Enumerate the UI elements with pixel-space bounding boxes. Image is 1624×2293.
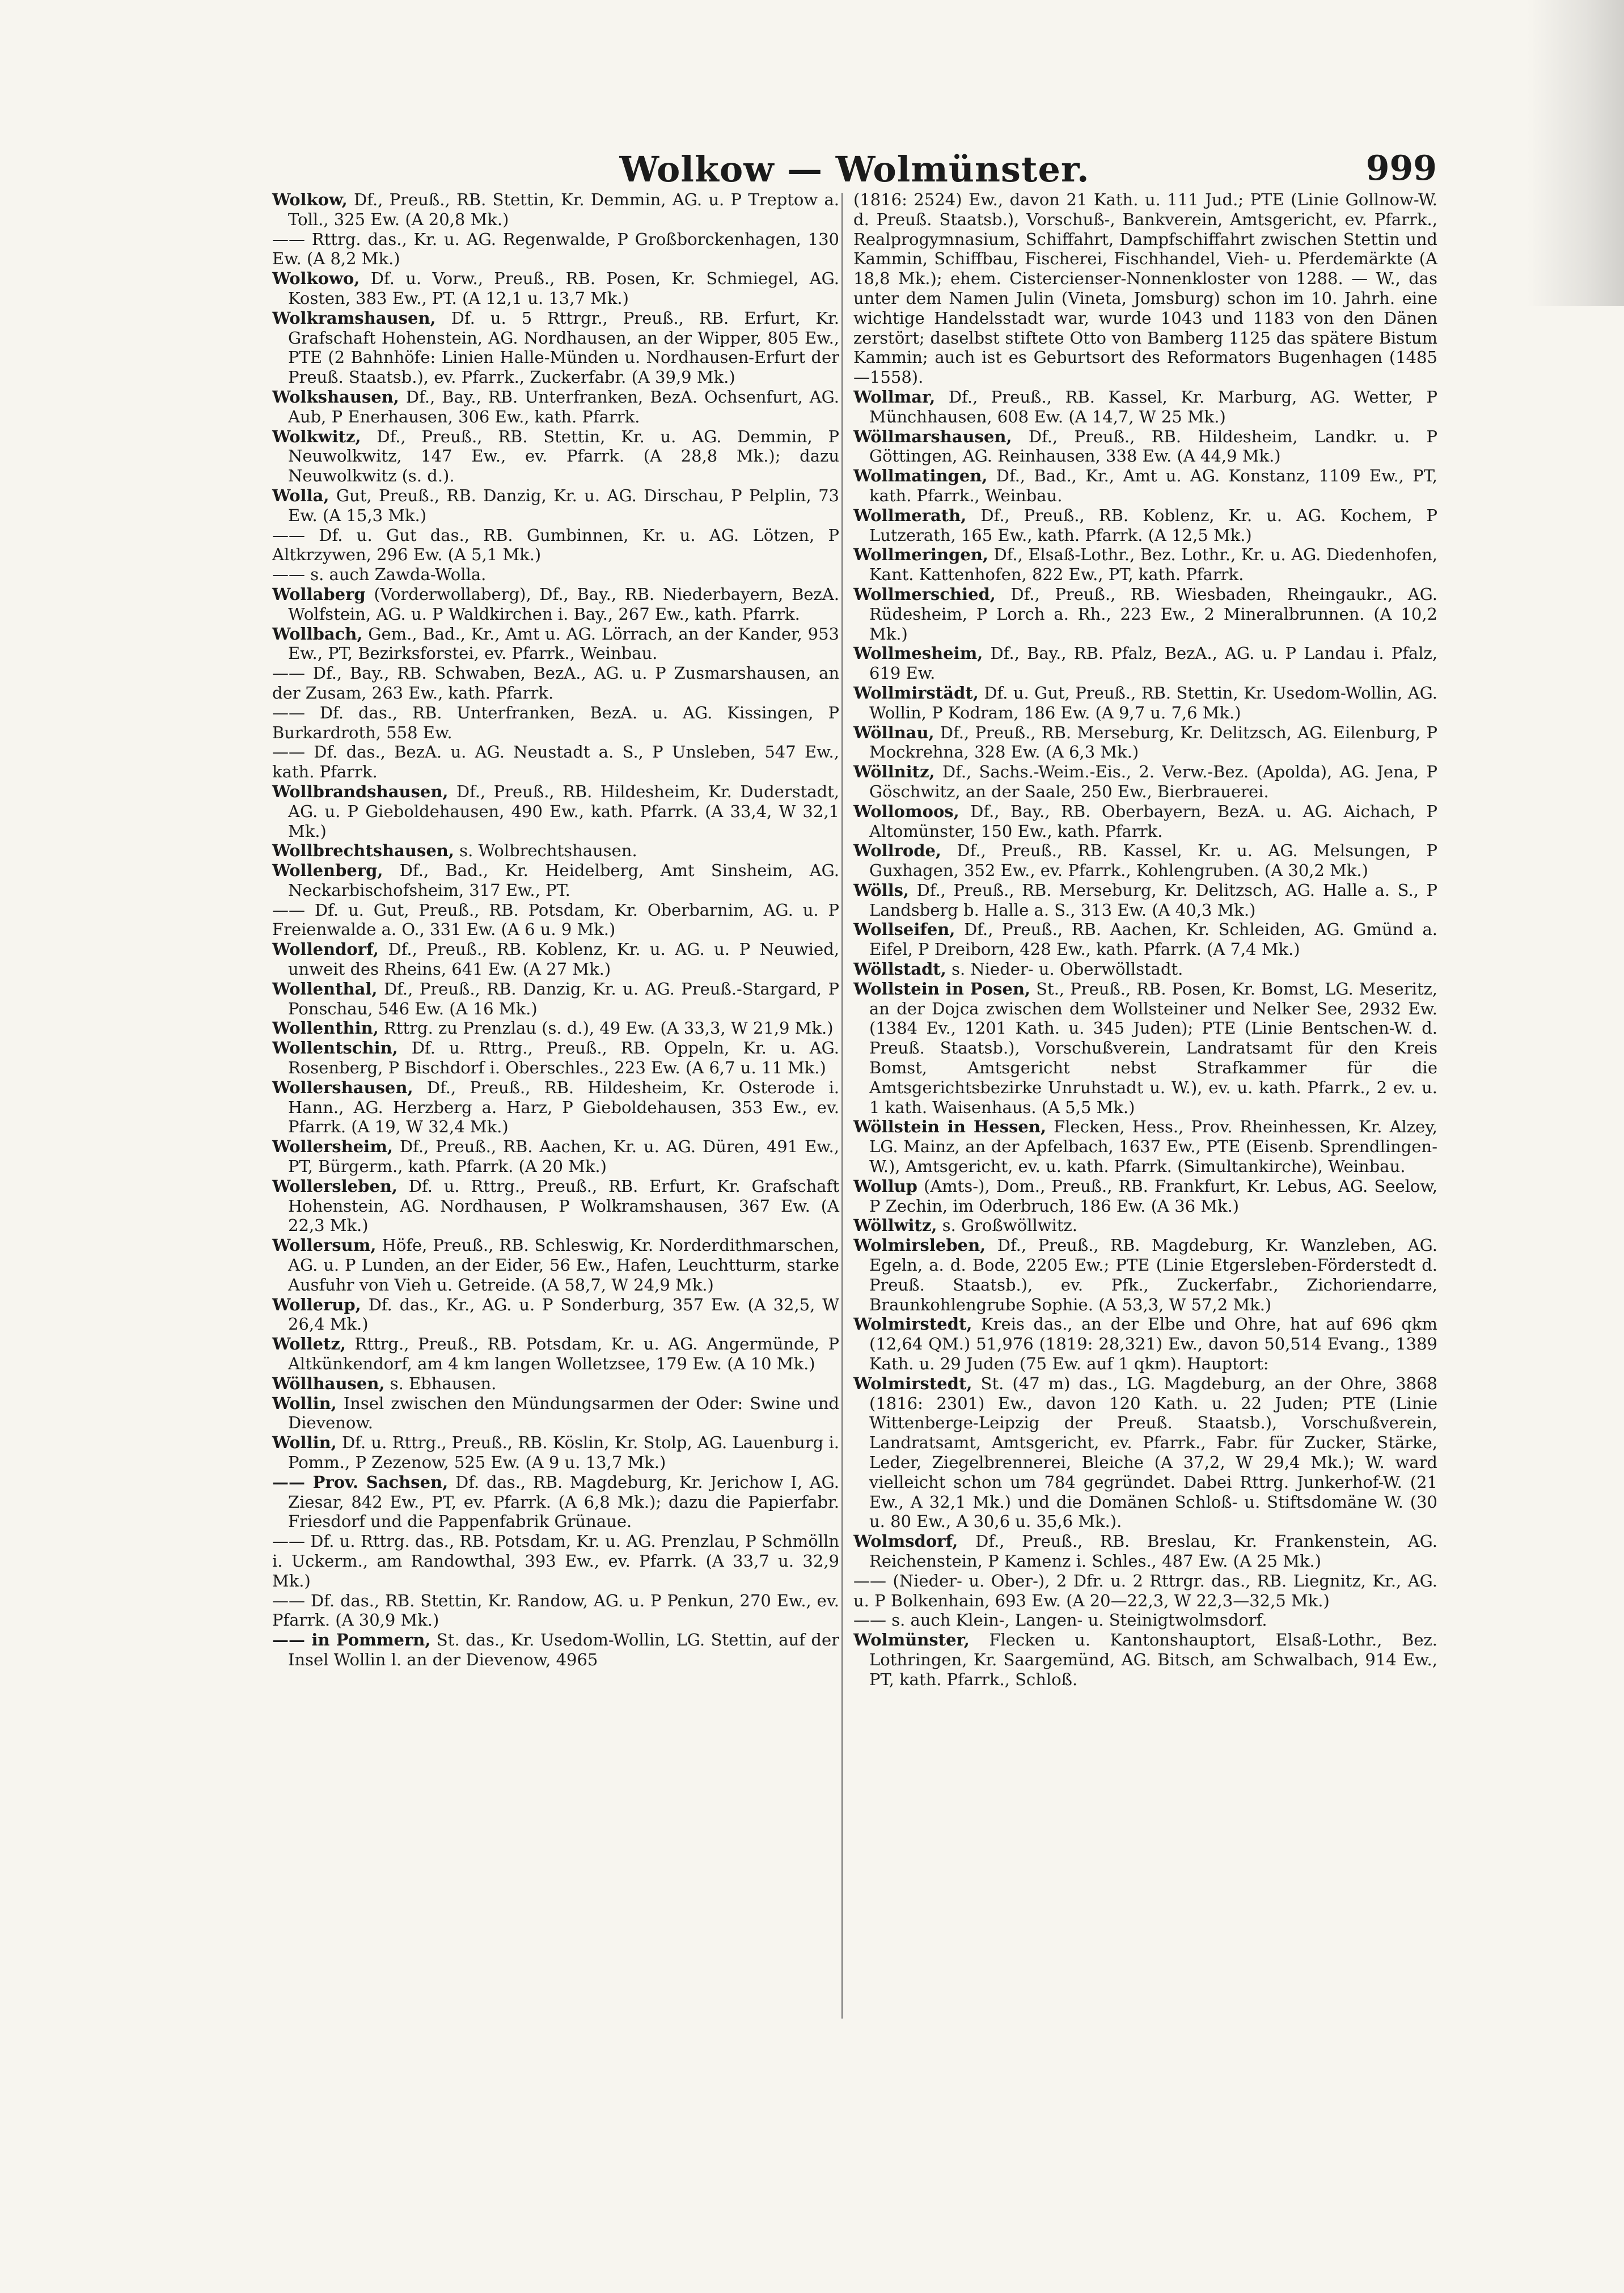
entry-text: —— Df. u. Gut, Preuß., RB. Potsdam, Kr. Oberbarnim, AG. u. P Freienwalde a. O., 331 Ew. (A 6 u. 9 Mk.) <box>272 900 839 940</box>
gazetteer-entry <box>272 1433 839 1473</box>
entry-text: Df., Preuß., RB. Aachen, Kr. Schleiden, AG. Gmünd a. Eifel, P Dreiborn, 428 Ew., kath. Pfarrk. (A 7,4 Mk.) <box>869 920 1437 959</box>
entry-text: (Vorderwollaberg), Df., Bay., RB. Niederbayern, BezA. Wolfstein, AG. u. P Waldkirchen i. Bay., 267 Ew., kath. Pfarrk. <box>288 584 839 624</box>
running-head: Wolkow — Wolmünster. <box>619 149 1090 190</box>
entry-headword: Wollmar, <box>853 387 936 407</box>
gazetteer-entry <box>853 841 1437 881</box>
gazetteer-entry <box>853 1177 1437 1216</box>
gazetteer-entry <box>272 1374 839 1394</box>
entry-text: —— Df. das., RB. Unterfranken, BezA. u. AG. Kissingen, P Burkardroth, 558 Ew. <box>272 703 839 742</box>
entry-text: (Amts-), Dom., Preuß., RB. Frankfurt, Kr. Lebus, AG. Seelow, P Zechin, im Oderbruch, 186 Ew. (A 36 Mk.) <box>869 1176 1437 1216</box>
gazetteer-entry <box>272 230 839 269</box>
column-divider <box>841 193 843 2019</box>
entry-text: Df., Bad., Kr. Heidelberg, Amt Sinsheim, AG. Neckarbischofsheim, 317 Ew., PT. <box>288 861 839 900</box>
entry-text: Gut, Preuß., RB. Danzig, Kr. u. AG. Dirschau, P Pelplin, 73 Ew. (A 15,3 Mk.) <box>288 485 839 525</box>
gazetteer-entry <box>272 742 839 782</box>
gazetteer-entry <box>272 663 839 703</box>
left-column <box>272 190 839 1670</box>
entry-text: Insel zwischen den Mündungsarmen der Oder: Swine und Dievenow. <box>288 1393 839 1433</box>
entry-headword: Wollaberg <box>272 584 366 604</box>
entry-headword: Wollin, <box>272 1433 337 1453</box>
entry-headword: Wollup <box>853 1176 917 1196</box>
entry-text: Df., Bad., Kr., Amt u. AG. Konstanz, 1109 Ew., PT, kath. Pfarrk., Weinbau. <box>869 466 1437 505</box>
entry-headword: Wollenberg, <box>272 861 383 881</box>
entry-headword: Wollenthin, <box>272 1018 379 1038</box>
gazetteer-entry <box>272 1236 839 1294</box>
gazetteer-entry <box>272 1591 839 1631</box>
entry-text: Df. u. Rttrg., Preuß., RB. Erfurt, Kr. Grafschaft Hohenstein, AG. Nordhausen, P Wolkramshausen, 367 Ew. (A 22,3 Mk.) <box>288 1176 839 1236</box>
entry-headword: Wöllstadt, <box>853 959 946 979</box>
gazetteer-entry <box>272 308 839 387</box>
gazetteer-entry <box>272 1295 839 1335</box>
page-number: 999 <box>1365 149 1437 188</box>
entry-text: —— Rttrg. das., Kr. u. AG. Regenwalde, P Großborckenhagen, 130 Ew. (A 8,2 Mk.) <box>272 229 839 269</box>
gazetteer-entry <box>272 1038 839 1078</box>
entry-headword: Wollomoos, <box>853 801 959 821</box>
entry-text: Df. das., Kr., AG. u. P Sonderburg, 357 Ew. (A 32,5, W 26,4 Mk.) <box>288 1294 839 1334</box>
entry-text: Rttrg. zu Prenzlau (s. d.), 49 Ew. (A 33,3, W 21,9 Mk.) <box>378 1018 834 1038</box>
gazetteer-entry <box>272 940 839 979</box>
gazetteer-entry <box>272 427 839 486</box>
gazetteer-entry <box>272 486 839 526</box>
entry-text: Flecken u. Kantonshauptort, Elsaß-Lothr., Bez. Lothringen, Kr. Saargemünd, AG. Bitsch, am Schwalbach, 914 Ew., PT, kath. Pfarrk., Schloß. <box>869 1630 1437 1689</box>
entry-text: Df. das., RB. Magdeburg, Kr. Jerichow I, AG. Ziesar, 842 Ew., PT, ev. Pfarrk. (A 6,8 Mk.); dazu die Papierfabr. Friesdorf und die Pappenfabrik Grünaue. <box>288 1472 839 1532</box>
entry-text: Df., Preuß., RB. Koblenz, Kr. u. AG. u. P Neuwied, unweit des Rheins, 641 Ew. (A 27 Mk.) <box>288 940 839 979</box>
entry-text: Df., Preuß., RB. Danzig, Kr. u. AG. Preuß.-Stargard, P Ponschau, 546 Ew. (A 16 Mk.) <box>288 979 839 1018</box>
gazetteer-entry <box>853 1236 1437 1314</box>
gazetteer-entry <box>853 802 1437 841</box>
entry-headword: Wöllnau, <box>853 722 934 742</box>
gazetteer-entry <box>272 841 839 861</box>
gazetteer-entry <box>853 959 1437 979</box>
gazetteer-entry <box>853 1314 1437 1373</box>
gazetteer-entry <box>272 269 839 308</box>
entry-headword: Wollersheim, <box>272 1137 393 1157</box>
entry-text: St. (47 m) das., LG. Magdeburg, an der Ohre, 3868 (1816: 2301) Ew., davon 120 Kath. u. 22 Juden; PTE (Linie Wittenberge-Leipzig der Preuß. Staatsb.), Vorschußverein, Landratsamt, Amtsgericht, ev. Pfarrk., Fabr. für Zucker, Stärke, Leder, Ziegelbrennerei, Bleiche (A 37,2, W 29,4 Mk.); W. ward vielleicht schon um 784 gegründet. Dabei Rttrg. Junkerhof-W. (21 Ew., A 32,1 Mk.) und die Domänen Schloß- u. Stiftsdomäne W. (30 u. 80 Ew., A 30,6 u. 35,6 Mk.). <box>869 1373 1437 1532</box>
entry-headword: Wolkow, <box>272 190 348 209</box>
gazetteer-entry <box>853 1117 1437 1176</box>
entry-text: s. Nieder- u. Oberwöllstadt. <box>946 959 1183 979</box>
entry-text: Df., Preuß., RB. Wiesbaden, Rheingaukr., AG. Rüdesheim, P Lorch a. Rh., 223 Ew., 2 Mineralbrunnen. (A 10,2 Mk.) <box>869 584 1437 644</box>
entry-headword: Wollersum, <box>272 1236 377 1255</box>
gazetteer-entry <box>853 1216 1437 1236</box>
gazetteer-entry <box>853 585 1437 644</box>
gazetteer-entry <box>272 861 839 900</box>
gazetteer-entry <box>272 900 839 940</box>
entry-text: —— s. auch Klein-, Langen- u. Steinigtwolmsdorf. <box>853 1610 1267 1630</box>
gazetteer-entry <box>853 387 1437 427</box>
entry-headword: Wollbrandshausen, <box>272 781 449 801</box>
entry-headword: Wollersleben, <box>272 1176 398 1196</box>
entry-text: —— s. auch Zawda-Wolla. <box>272 565 487 585</box>
entry-headword: Wollmerschied, <box>853 584 996 604</box>
entry-headword: Wollmerath, <box>853 505 967 525</box>
gazetteer-entry <box>853 644 1437 683</box>
entry-headword: Wollmatingen, <box>853 466 988 486</box>
entry-text: s. Wolbrechtshausen. <box>454 841 637 861</box>
entry-headword: Wolkshausen, <box>272 387 399 407</box>
entry-headword: Wollershausen, <box>272 1077 413 1097</box>
entry-text: —— (Nieder- u. Ober-), 2 Dfr. u. 2 Rttrgr. das., RB. Liegnitz, Kr., AG. u. P Bolkenhain, 693 Ew. (A 20—22,3, W 22,3—32,5 Mk.) <box>853 1571 1437 1610</box>
entry-headword: Wolkwitz, <box>272 426 361 446</box>
entry-headword: Wöllnitz, <box>853 762 935 782</box>
entry-headword: Wolmirstedt, <box>853 1373 972 1393</box>
entry-text: Df., Preuß., RB. Stettin, Kr. Demmin, AG. u. P Treptow a. Toll., 325 Ew. (A 20,8 Mk.) <box>288 190 839 229</box>
gazetteer-entry <box>272 1630 839 1670</box>
gazetteer-entry <box>853 1374 1437 1532</box>
entry-text: Df., Preuß., RB. Breslau, Kr. Frankenstein, AG. Reichenstein, P Kamenz i. Schles., 487 Ew. (A 25 Mk.) <box>869 1532 1437 1571</box>
entry-text: Flecken, Hess., Prov. Rheinhessen, Kr. Alzey, LG. Mainz, an der Apfelbach, 1637 Ew., PTE (Eisenb. Sprendlingen-W.), Amtsgericht, ev. u. kath. Pfarrk. (Simultankirche), Weinbau. <box>869 1117 1437 1177</box>
entry-text: Df., Preuß., RB. Merseburg, Kr. Delitzsch, AG. Halle a. S., P Landsberg b. Halle a. S., 313 Ew. (A 40,3 Mk.) <box>869 880 1437 920</box>
entry-headword: —— in Pommern, <box>272 1630 431 1650</box>
entry-text: St. das., Kr. Usedom-Wollin, LG. Stettin, auf der Insel Wollin l. an der Dievenow, 4965 <box>288 1630 839 1669</box>
entry-text: Df., Preuß., RB. Kassel, Kr. u. AG. Melsungen, P Guxhagen, 352 Ew., ev. Pfarrk., Kohlengruben. (A 30,2 Mk.) <box>869 841 1437 881</box>
entry-headword: Wolmünster, <box>853 1630 970 1650</box>
entry-text: Df., Sachs.-Weim.-Eis., 2. Verw.-Bez. (Apolda), AG. Jena, P Göschwitz, an der Saale, 250 Ew., Bierbrauerei. <box>869 762 1437 801</box>
gazetteer-entry <box>853 190 1437 387</box>
gazetteer-entry <box>272 703 839 743</box>
entry-headword: Wolla, <box>272 485 329 505</box>
gazetteer-entry <box>853 1610 1437 1630</box>
entry-headword: Wolmirsleben, <box>853 1236 986 1255</box>
entry-text: Höfe, Preuß., RB. Schleswig, Kr. Norderdithmarschen, AG. u. P Lunden, an der Eider, 56 Ew., Hafen, Leuchtturm, starke Ausfuhr von Vieh u. Getreide. (A 58,7, W 24,9 Mk.) <box>288 1236 839 1294</box>
entry-headword: Wolkramshausen, <box>272 308 436 328</box>
entry-headword: Wöllstein in Hessen, <box>853 1117 1047 1137</box>
gazetteer-entry <box>272 1137 839 1177</box>
entry-headword: Wollerup, <box>272 1294 361 1314</box>
entry-text: Df., Preuß., RB. Hildesheim, Kr. Osterode i. Hann., AG. Herzberg a. Harz, P Gieboldehausen, 353 Ew., ev. Pfarrk. (A 19, W 32,4 Mk.) <box>288 1077 839 1137</box>
gazetteer-entry <box>853 881 1437 920</box>
entry-text: (1816: 2524) Ew., davon 21 Kath. u. 111 Jud.; PTE (Linie Gollnow-W. d. Preuß. Staatsb.), Vorschuß-, Bankverein, Amtsgericht, ev. Pfarrk., Realprogymnasium, Schiffahrt, Dampfschiffahrt zwischen Stettin und Kammin, Schiffbau, Fischerei, Fischhandel, Vieh- u. Pferdemärkte (A 18,8 Mk.); ehem. Cistercienser-Nonnenkloster von 1288. — W., das unter dem Namen Julin (Vineta, Jomsburg) schon im 10. Jahrh. eine wichtige Handelsstadt war, wurde 1043 und 1183 von den Dänen zerstört; daselbst stiftete Otto von Bamberg 1125 das spätere Bistum Kammin; auch ist es Geburtsort des Reformators Bugenhagen (1485—1558). <box>853 190 1437 387</box>
gazetteer-entry <box>853 979 1437 1118</box>
right-column <box>853 190 1437 1690</box>
entry-text: Df., Preuß., RB. Stettin, Kr. u. AG. Demmin, P Neuwolkwitz, 147 Ew., ev. Pfarrk. (A 28,8 Mk.); dazu Neuwolkwitz (s. d.). <box>288 426 839 486</box>
entry-text: s. Ebhausen. <box>384 1373 497 1393</box>
entry-headword: Wollmeringen, <box>853 545 989 565</box>
gazetteer-entry <box>272 1394 839 1433</box>
entry-text: —— Df. u. Gut das., RB. Gumbinnen, Kr. u. AG. Lötzen, P Altkrzywen, 296 Ew. (A 5,1 Mk.) <box>272 525 839 565</box>
entry-text: s. Großwöllwitz. <box>937 1216 1078 1236</box>
entry-text: Df., Preuß., RB. Koblenz, Kr. u. AG. Kochem, P Lutzerath, 165 Ew., kath. Pfarrk. (A 12,5 Mk.) <box>869 505 1437 545</box>
entry-headword: Wöllwitz, <box>853 1216 937 1236</box>
entry-text: Rttrg., Preuß., RB. Potsdam, Kr. u. AG. Angermünde, P Altkünkendorf, am 4 km langen Wolletzsee, 179 Ew. (A 10 Mk.) <box>288 1334 839 1374</box>
gazetteer-entry <box>272 585 839 624</box>
entry-headword: Wollenthal, <box>272 979 378 999</box>
gazetteer-entry <box>272 1334 839 1374</box>
gazetteer-entry <box>853 427 1437 467</box>
gazetteer-entry <box>272 782 839 841</box>
entry-headword: Wollrode, <box>853 841 942 861</box>
gazetteer-entry <box>853 1571 1437 1611</box>
entry-headword: Wollendorf, <box>272 940 379 959</box>
entry-text: Kreis das., an der Elbe und Ohre, hat auf 696 qkm (12,64 QM.) 51,976 (1819: 28,321) Ew., davon 50,514 Evang., 1389 Kath. u. 29 Juden (75 Ew. auf 1 qkm). Hauptort: <box>869 1314 1437 1374</box>
entry-text: Df., Preuß., RB. Hildesheim, Landkr. u. P Göttingen, AG. Reinhausen, 338 Ew. (A 44,9 Mk.) <box>869 426 1437 466</box>
gazetteer-entry <box>853 1630 1437 1689</box>
entry-text: Gem., Bad., Kr., Amt u. AG. Lörrach, an der Kander, 953 Ew., PT, Bezirksforstei, ev. Pfarrk., Weinbau. <box>288 624 839 663</box>
entry-text: Df., Preuß., RB. Aachen, Kr. u. AG. Düren, 491 Ew., PT, Bürgerm., kath. Pfarrk. (A 20 Mk.) <box>288 1137 839 1177</box>
gazetteer-entry <box>853 1532 1437 1571</box>
entry-headword: Wolletz, <box>272 1334 346 1354</box>
gazetteer-entry <box>272 1532 839 1590</box>
gazetteer-entry <box>853 506 1437 545</box>
gazetteer-entry <box>272 979 839 1019</box>
entry-headword: Wollentschin, <box>272 1038 398 1058</box>
entry-headword: Wöllmarshausen, <box>853 426 1012 446</box>
gazetteer-entry <box>272 190 839 230</box>
entry-text: St., Preuß., RB. Posen, Kr. Bomst, LG. Meseritz, an der Dojca zwischen dem Wollsteiner und Nelker See, 2932 Ew. (1384 Ev., 1201 Kath. u. 345 Juden); PTE (Linie Bentschen-W. d. Preuß. Staatsb.), Vorschußverein, Landratsamt für den Kreis Bomst, Amtsgericht nebst Strafkammer für die Amtsgerichtsbezirke Unruhstadt u. W.), ev. u. kath. Pfarrk., 2 ev. u. 1 kath. Waisenhaus. (A 5,5 Mk.) <box>869 979 1437 1117</box>
entry-headword: Wollbrechtshausen, <box>272 841 454 861</box>
entry-headword: Wolkowo, <box>272 269 360 289</box>
gazetteer-entry <box>853 762 1437 802</box>
gazetteer-entry <box>272 1018 839 1038</box>
entry-text: Df., Preuß., RB. Kassel, Kr. Marburg, AG. Wetter, P Münchhausen, 608 Ew. (A 14,7, W 25 Mk.) <box>869 387 1437 426</box>
entry-text: Df. u. Rttrg., Preuß., RB. Köslin, Kr. Stolp, AG. Lauenburg i. Pomm., P Zezenow, 525 Ew. (A 9 u. 13,7 Mk.) <box>288 1433 839 1472</box>
gazetteer-entry <box>272 387 839 427</box>
gazetteer-entry <box>853 545 1437 585</box>
gazetteer-entry <box>272 1473 839 1532</box>
entry-headword: Wollstein in Posen, <box>853 979 1031 999</box>
gazetteer-entry <box>272 526 839 565</box>
entry-text: Df., Elsaß-Lothr., Bez. Lothr., Kr. u. AG. Diedenhofen, Kant. Kattenhofen, 822 Ew., PT, kath. Pfarrk. <box>869 545 1437 585</box>
entry-headword: Wolmirstedt, <box>853 1314 972 1334</box>
gazetteer-entry <box>272 624 839 664</box>
entry-text: Df., Bay., RB. Unterfranken, BezA. Ochsenfurt, AG. Aub, P Enerhausen, 306 Ew., kath. Pfarrk. <box>288 387 839 426</box>
entry-text: —— Df. u. Rttrg. das., RB. Potsdam, Kr. u. AG. Prenzlau, P Schmölln i. Uckerm., am Randowthal, 393 Ew., ev. Pfarrk. (A 33,7 u. 32,9 Mk.) <box>272 1532 839 1590</box>
entry-text: —— Df. das., BezA. u. AG. Neustadt a. S., P Unsleben, 547 Ew., kath. Pfarrk. <box>272 742 839 782</box>
page-stain <box>1528 0 1624 306</box>
entry-headword: Wolmsdorf, <box>853 1532 958 1551</box>
gazetteer-entry <box>272 1078 839 1137</box>
entry-headword: Wollmirstädt, <box>853 683 979 703</box>
entry-text: Df. u. 5 Rttrgr., Preuß., RB. Erfurt, Kr. Grafschaft Hohenstein, AG. Nordhausen, an der Wipper, 805 Ew., PTE (2 Bahnhöfe: Linien Halle-Münden u. Nordhausen-Erfurt der Preuß. Staatsb.), ev. Pfarrk., Zuckerfabr. (A 39,9 Mk.) <box>288 308 839 387</box>
entry-headword: Wölls, <box>853 880 910 900</box>
entry-headword: Wöllhausen, <box>272 1373 385 1393</box>
gazetteer-entry <box>853 920 1437 959</box>
entry-text: Df., Bay., RB. Oberbayern, BezA. u. AG. Aichach, P Altomünster, 150 Ew., kath. Pfarrk. <box>869 801 1437 841</box>
entry-text: Df., Preuß., RB. Magdeburg, Kr. Wanzleben, AG. Egeln, a. d. Bode, 2205 Ew.; PTE (Linie Etgersleben-Förderstedt d. Preuß. Staatsb.), ev. Pfk., Zuckerfabr., Zichoriendarre, Braunkohlengrube Sophie. (A 53,3, W 57,2 Mk.) <box>869 1236 1437 1314</box>
entry-text: —— Df. das., RB. Stettin, Kr. Randow, AG. u. P Penkun, 270 Ew., ev. Pfarrk. (A 30,9 Mk.) <box>272 1590 839 1630</box>
gazetteer-entry <box>853 466 1437 506</box>
gazetteer-entry <box>272 1177 839 1236</box>
gazetteer-entry <box>272 565 839 585</box>
entry-text: Df., Preuß., RB. Merseburg, Kr. Delitzsch, AG. Eilenburg, P Mockrehna, 328 Ew. (A 6,3 Mk.) <box>869 722 1437 762</box>
entry-headword: Wollbach, <box>272 624 363 644</box>
gazetteer-entry <box>853 683 1437 723</box>
entry-text: Df. u. Rttrg., Preuß., RB. Oppeln, Kr. u. AG. Rosenberg, P Bischdorf i. Oberschles., 223 Ew. (A 6,7 u. 11 Mk.) <box>288 1038 839 1078</box>
gazetteer-entry <box>853 723 1437 763</box>
entry-headword: Wollin, <box>272 1393 337 1413</box>
entry-headword: Wollmesheim, <box>853 644 983 663</box>
entry-text: Df., Preuß., RB. Hildesheim, Kr. Duderstadt, AG. u. P Gieboldehausen, 490 Ew., kath. Pfarrk. (A 33,4, W 32,1 Mk.) <box>288 781 839 841</box>
entry-text: Df. u. Vorw., Preuß., RB. Posen, Kr. Schmiegel, AG. Kosten, 383 Ew., PT. (A 12,1 u. 13,7 Mk.) <box>288 269 839 308</box>
entry-headword: —— Prov. Sachsen, <box>272 1472 449 1492</box>
entry-text: —— Df., Bay., RB. Schwaben, BezA., AG. u. P Zusmarshausen, an der Zusam, 263 Ew., kath. Pfarrk. <box>272 663 839 703</box>
entry-headword: Wollseifen, <box>853 920 955 940</box>
entry-text: Df., Bay., RB. Pfalz, BezA., AG. u. P Landau i. Pfalz, 619 Ew. <box>869 644 1437 683</box>
entry-text: Df. u. Gut, Preuß., RB. Stettin, Kr. Usedom-Wollin, AG. Wollin, P Kodram, 186 Ew. (A 9,7 u. 7,6 Mk.) <box>869 683 1437 722</box>
